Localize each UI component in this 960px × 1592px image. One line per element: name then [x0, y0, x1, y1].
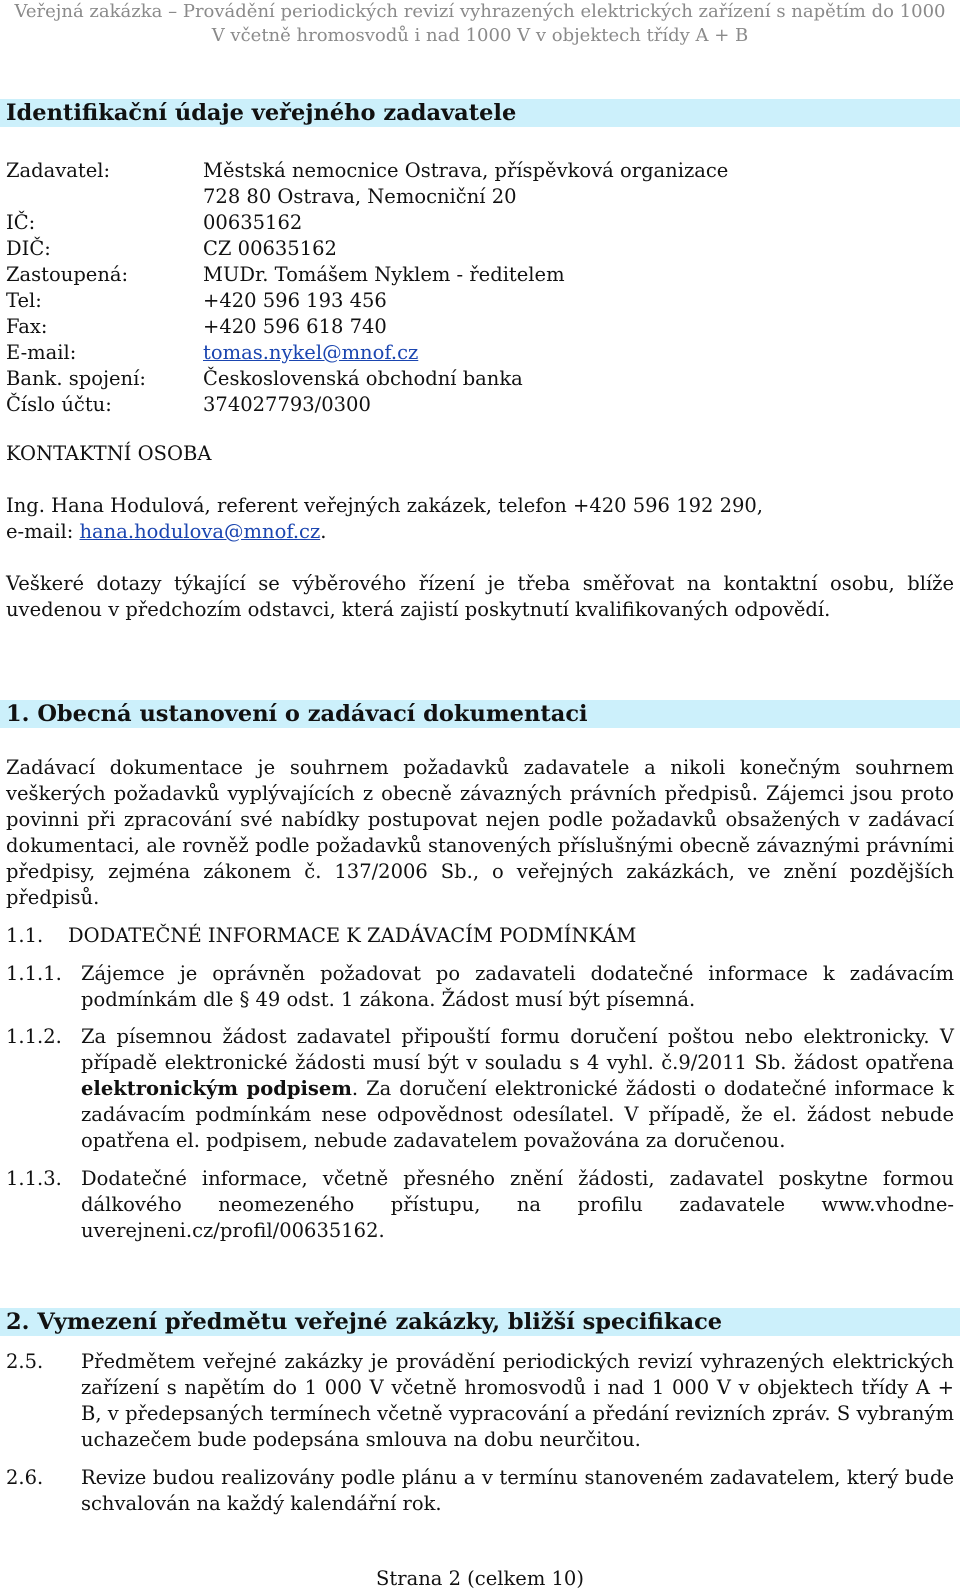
id-value: 728 80 Ostrava, Nemocniční 20 — [203, 185, 517, 208]
subsection-title: DODATEČNÉ INFORMACE K ZADÁVACÍM PODMÍNKÁM — [68, 924, 637, 947]
contact-email-prefix: e-mail: — [6, 520, 80, 543]
section-1-heading: 1. Obecná ustanovení o zadávací dokumentaci — [0, 700, 960, 728]
id-value: 374027793/0300 — [203, 393, 371, 416]
item-number: 1.1.1. — [6, 962, 62, 985]
id-label: Bank. spojení: — [6, 367, 146, 390]
item-text-bold: elektronickým podpisem — [81, 1077, 352, 1100]
item-number: 1.1.2. — [6, 1025, 62, 1048]
running-header-line-2: V včetně hromosvodů i nad 1000 V v objektech třídy A + B — [211, 25, 749, 46]
item-text: Předmětem veřejné zakázky je provádění periodických revizí vyhrazených elektrických zařízení s napětím do 1 000 V včetně hromosvodů i nad 1 000 V v objektech třídy A + B, v předepsaných termínech včetně vypracování a předání revizních zpráv. S vybraným uchazečem bude podepsána smlouva na dobu neurčitou. — [81, 1350, 954, 1451]
id-value: Městská nemocnice Ostrava, příspěvková organizace — [203, 159, 729, 182]
running-header-line-1: Veřejná zakázka – Provádění periodických revizí vyhrazených elektrických zařízení s napětím do 1000 — [14, 1, 946, 22]
contact-email-line — [6, 519, 326, 545]
id-value: +420 596 618 740 — [203, 315, 387, 338]
contact-email-suffix: . — [320, 520, 327, 543]
id-value: CZ 00635162 — [203, 237, 337, 260]
id-label: Zadavatel: — [6, 159, 111, 182]
item-text-after: . Za doručení elektronické žádosti o dodatečné informace k zadávacím podmínkám nese odpovědnost odesílatel. V případě, že el. žádost nebude opatřena el. podpisem, nebude zadavatelem považována za doručenou. — [81, 1077, 955, 1152]
id-label: Tel: — [6, 289, 42, 312]
contact-line: Ing. Hana Hodulová, referent veřejných zakázek, telefon +420 596 192 290, — [6, 494, 763, 517]
item-text — [81, 1024, 954, 1154]
inquiry-paragraph: Veškeré dotazy týkající se výběrového řízení je třeba směřovat na kontaktní osobu, blíže uvedenou v předchozím odstavci, která zajistí poskytnutí kvalifikovaných odpovědí. — [6, 572, 954, 621]
item-number: 2.6. — [6, 1466, 44, 1489]
contact-heading: KONTAKTNÍ OSOBA — [6, 442, 212, 465]
running-header — [0, 0, 960, 48]
id-label: Číslo účtu: — [6, 393, 112, 416]
item-text: Dodatečné informace, včetně přesného znění žádosti, zadavatel poskytne formou dálkového neomezeného přístupu, na profilu zadavatele www.vhodne-uverejneni.cz/profil/00635162. — [81, 1167, 954, 1242]
id-value: 00635162 — [203, 211, 303, 234]
id-label: DIČ: — [6, 237, 51, 260]
contact-email-link[interactable]: hana.hodulova@mnof.cz — [79, 520, 321, 543]
identification-heading: Identifikační údaje veřejného zadavatele — [0, 99, 960, 127]
email-link[interactable]: tomas.nykel@mnof.cz — [203, 341, 419, 364]
item-text: Zájemce je oprávněn požadovat po zadavateli dodatečné informace k zadávacím podmínkám dle § 49 odst. 1 zákona. Žádost musí být písemná. — [81, 962, 954, 1011]
id-label: Fax: — [6, 315, 48, 338]
id-label: E-mail: — [6, 341, 77, 364]
item-text: Revize budou realizovány podle plánu a v termínu stanoveném zadavatelem, který bude schvalován na každý kalendářní rok. — [81, 1466, 954, 1515]
id-value: +420 596 193 456 — [203, 289, 387, 312]
page-footer: Strana 2 (celkem 10) — [376, 1567, 584, 1590]
item-number: 1.1.3. — [6, 1167, 62, 1190]
subsection-number: 1.1. — [6, 924, 44, 947]
id-label: IČ: — [6, 211, 36, 234]
section-2-heading: 2. Vymezení předmětu veřejné zakázky, bližší specifikace — [0, 1308, 960, 1336]
section-1-intro: Zadávací dokumentace je souhrnem požadavků zadavatele a nikoli konečným souhrnem veškerých požadavků vyplývajících z obecně závazných právních předpisů. Zájemci jsou proto povinni při zpracování své nabídky postupovat nejen podle požadavků obsažených v zadávací dokumentaci, ale rovněž podle požadavků stanovených příslušnými obecně závaznými právními předpisy, zejména zákonem č. 137/2006 Sb., o veřejných zakázkách, ve znění pozdějších předpisů. — [6, 756, 954, 909]
id-label: Zastoupená: — [6, 263, 129, 286]
id-value: Československá obchodní banka — [203, 367, 523, 390]
id-value: MUDr. Tomášem Nyklem - ředitelem — [203, 263, 565, 286]
item-text-before: Za písemnou žádost zadavatel připouští formu doručení poštou nebo elektronicky. V případě elektronické žádosti musí být v souladu s 4 vyhl. č.9/2011 Sb. žádost opatřena — [81, 1025, 954, 1074]
item-number: 2.5. — [6, 1350, 44, 1373]
